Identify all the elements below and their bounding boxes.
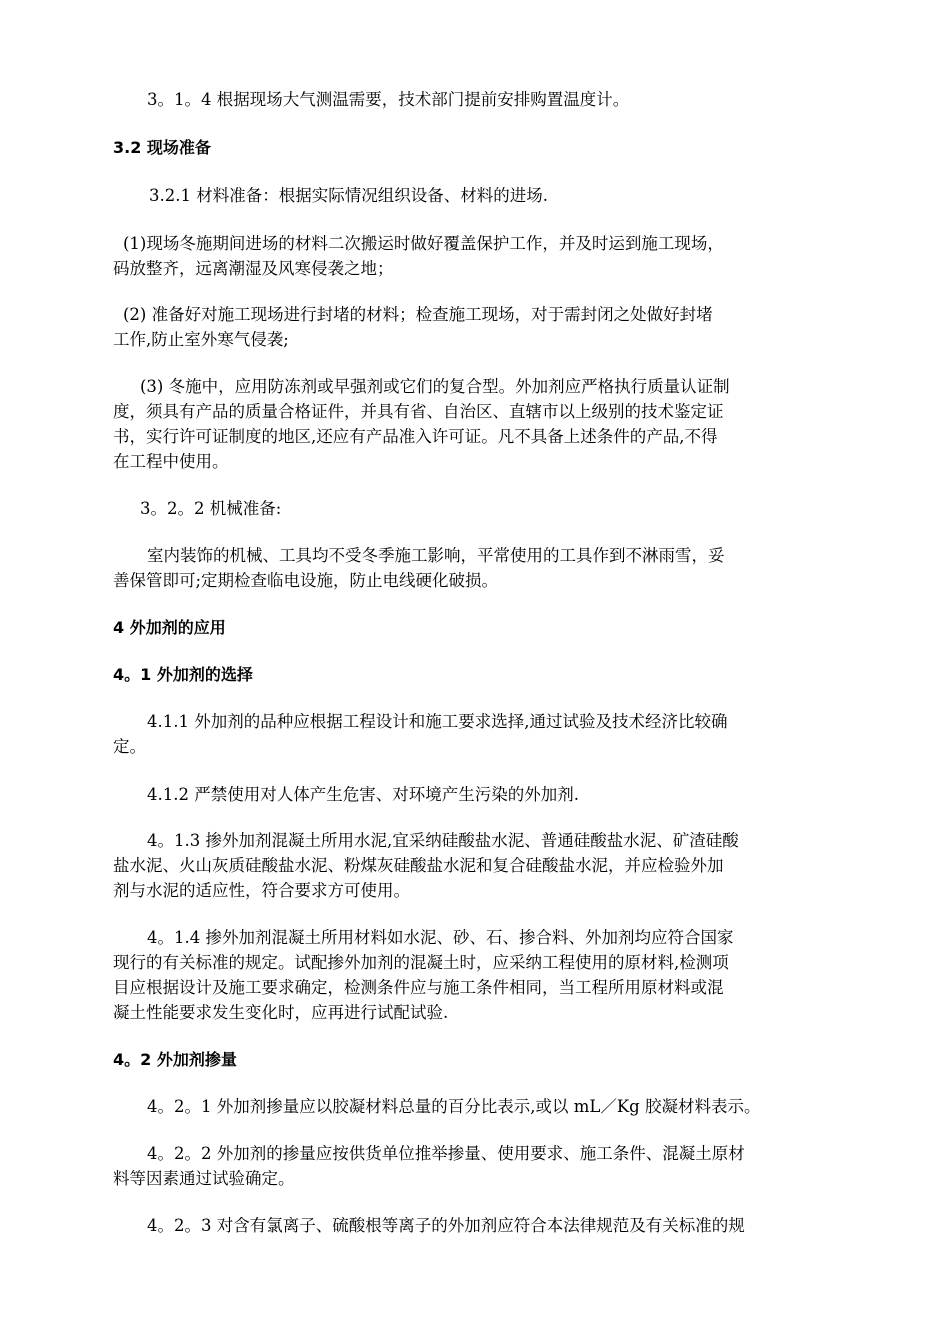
paragraph-4-1-1-line-1: 4.1.1 外加剂的品种应根据工程设计和施工要求选择,通过试验及技术经济比较确 (147, 712, 728, 731)
paragraph-machinery-line-2: 善保管即可;定期检查临电设施，防止电线硬化破损。 (113, 571, 499, 590)
paragraph-4-1-4-line-4: 凝土性能要求发生变化时，应再进行试配试验. (113, 1003, 449, 1022)
paragraph-3-2-1: 3.2.1 材料准备：根据实际情况组织设备、材料的进场. (149, 186, 548, 205)
paragraph-item-2-line-1: (2) 准备好对施工现场进行封堵的材料；检查施工现场，对于需封闭之处做好封堵 (123, 305, 713, 324)
paragraph-4-1-3-line-1: 4。1.3 掺外加剂混凝土所用水泥,宜采纳硅酸盐水泥、普通硅酸盐水泥、矿渣硅酸 (147, 831, 739, 850)
paragraph-item-1-line-1: (1)现场冬施期间进场的材料二次搬运时做好覆盖保护工作，并及时运到施工现场， (123, 234, 724, 253)
paragraph-item-3-line-4: 在工程中使用。 (113, 452, 229, 471)
paragraph-4-1-4-line-3: 目应根据设计及施工要求确定，检测条件应与施工条件相同，当工程所用原材料或混 (113, 978, 724, 997)
paragraph-4-1-3-line-3: 剂与水泥的适应性，符合要求方可使用。 (113, 881, 410, 900)
paragraph-3-2-2: 3。2。2 机械准备: (140, 499, 282, 518)
paragraph-4-2-3-line-1: 4。2。3 对含有氯离子、硫酸根等离子的外加剂应符合本法律规范及有关标准的规 (147, 1216, 745, 1235)
section-heading-4: 4 外加剂的应用 (113, 618, 226, 637)
paragraph-item-3-line-3: 书，实行许可证制度的地区,还应有产品准入许可证。凡不具备上述条件的产品,不得 (113, 427, 718, 446)
section-heading-4-1: 4。1 外加剂的选择 (113, 665, 253, 684)
paragraph-3-1-4: 3。1。4 根据现场大气测温需要，技术部门提前安排购置温度计。 (147, 90, 630, 109)
paragraph-4-2-2-line-2: 料等因素通过试验确定。 (113, 1169, 295, 1188)
paragraph-4-2-1: 4。2。1 外加剂掺量应以胶凝材料总量的百分比表示,或以 mL／Kg 胶凝材料表示。 (147, 1097, 761, 1116)
paragraph-item-3-line-1: (3) 冬施中，应用防冻剂或早强剂或它们的复合型。外加剂应严格执行质量认证制 (140, 377, 730, 396)
paragraph-4-1-1-line-2: 定。 (113, 737, 146, 756)
paragraph-4-1-4-line-1: 4。1.4 掺外加剂混凝土所用材料如水泥、砂、石、掺合料、外加剂均应符合国家 (147, 928, 734, 947)
paragraph-item-1-line-2: 码放整齐，远离潮湿及风寒侵袭之地； (113, 259, 394, 278)
paragraph-4-2-2-line-1: 4。2。2 外加剂的掺量应按供货单位推举掺量、使用要求、施工条件、混凝土原材 (147, 1144, 745, 1163)
paragraph-4-1-3-line-2: 盐水泥、火山灰质硅酸盐水泥、粉煤灰硅酸盐水泥和复合硅酸盐水泥，并应检验外加 (113, 856, 724, 875)
paragraph-machinery-line-1: 室内装饰的机械、工具均不受冬季施工影响，平常使用的工具作到不淋雨雪，妥 (147, 546, 725, 565)
paragraph-4-1-2: 4.1.2 严禁使用对人体产生危害、对环境产生污染的外加剂. (147, 785, 579, 804)
section-heading-4-2: 4。2 外加剂掺量 (113, 1050, 237, 1069)
paragraph-item-3-line-2: 度，须具有产品的质量合格证件，并具有省、自治区、直辖市以上级别的技术鉴定证 (113, 402, 724, 421)
paragraph-4-1-4-line-2: 现行的有关标准的规定。试配掺外加剂的混凝土时，应采纳工程使用的原材料,检测项 (113, 953, 729, 972)
paragraph-item-2-line-2: 工作,防止室外寒气侵袭; (113, 330, 289, 349)
section-heading-3-2: 3.2 现场准备 (113, 138, 211, 157)
